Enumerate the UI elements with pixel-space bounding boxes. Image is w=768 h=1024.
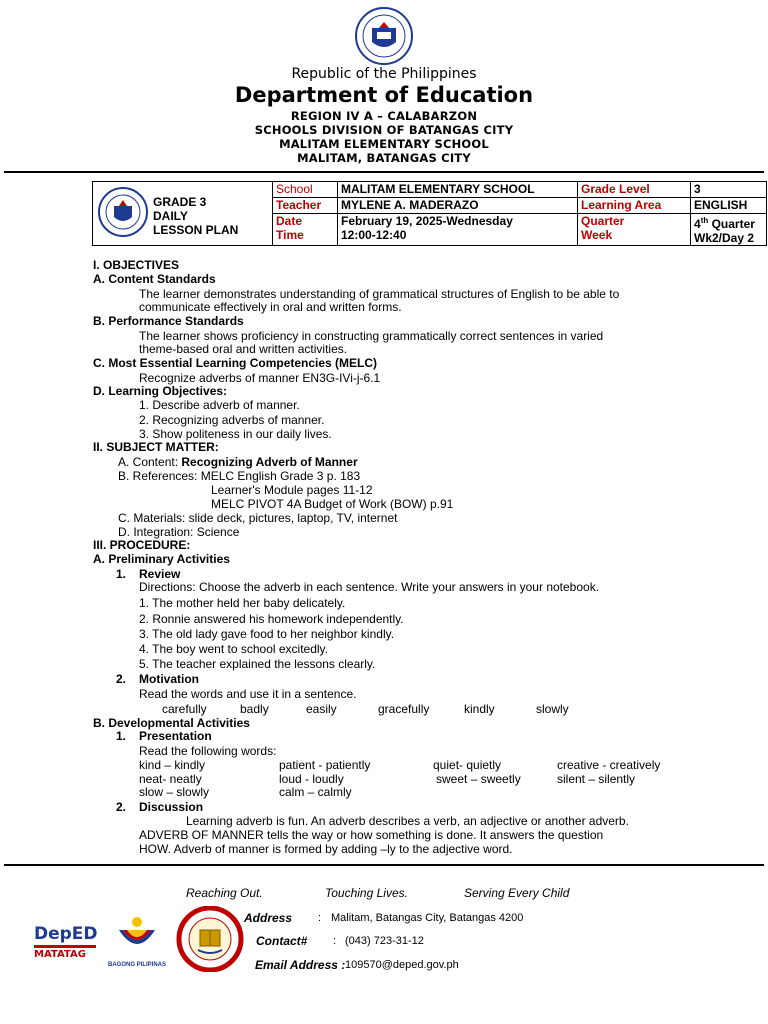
teacher-value: MYLENE A. MADERAZO	[341, 198, 479, 212]
matatag-text: MATATAG	[34, 949, 86, 960]
review-item: 1. The mother held her baby delicately.	[139, 596, 346, 610]
discussion-text-2: ADVERB OF MANNER tells the way or how something is done. It answers the question	[139, 828, 604, 842]
procedure-heading: III. PROCEDURE:	[93, 538, 191, 552]
objectives-heading: I. OBJECTIVES	[93, 258, 180, 272]
word-pair: calm – calmly	[279, 785, 352, 799]
performance-standards-text-2: theme-based oral and written activities.	[139, 342, 348, 356]
quarter-label: Quarter	[581, 214, 625, 228]
word-pair: silent – silently	[557, 772, 636, 786]
content-standards-heading: A. Content Standards	[93, 272, 216, 286]
address-colon: :	[318, 912, 322, 924]
word-pair: slow – slowly	[139, 785, 210, 799]
learning-objectives-heading: D. Learning Objectives:	[93, 384, 228, 398]
discussion-heading: Discussion	[139, 800, 204, 814]
tagline-touching-lives: Touching Lives.	[325, 886, 408, 900]
deped-seal-small-icon	[97, 186, 149, 238]
motivation-word: slowly	[536, 702, 569, 716]
malitam-school-seal-icon	[176, 906, 244, 972]
review-item: 3. The old lady gave food to her neighbor kindly.	[139, 627, 395, 641]
presentation-number: 1.	[116, 729, 127, 743]
content-standards-text-2: communicate effectively in oral and written forms.	[139, 300, 402, 314]
motivation-word: easily	[306, 702, 337, 716]
word-pair: loud - loudly	[279, 772, 344, 786]
word-pair: sweet – sweetly	[436, 772, 521, 786]
objective-item: 3. Show politeness in our daily lives.	[139, 427, 332, 441]
lesson-plan-label: LESSON PLAN	[153, 223, 239, 237]
discussion-text-3: HOW. Adverb of manner is formed by adding –ly to the adjective word.	[139, 842, 513, 856]
school-value: MALITAM ELEMENTARY SCHOOL	[341, 182, 535, 196]
review-item: 2. Ronnie answered his homework independently.	[139, 612, 404, 626]
deped-seal-icon	[339, 6, 429, 66]
grade-label: GRADE 3	[153, 195, 207, 209]
performance-standards-heading: B. Performance Standards	[93, 314, 244, 328]
motivation-number: 2.	[116, 672, 127, 686]
subject-matter-heading: II. SUBJECT MATTER:	[93, 440, 219, 454]
review-heading: Review	[139, 567, 181, 581]
quarter-value: 4th Quarter	[694, 216, 755, 231]
week-label: Week	[581, 228, 613, 242]
email-label: Email Address :	[255, 958, 346, 972]
melc-text: Recognize adverbs of manner EN3G-IVi-j-6.1	[139, 371, 381, 385]
review-directions: Directions: Choose the adverb in each sentence. Write your answers in your notebook.	[139, 580, 600, 594]
daily-label: DAILY	[153, 209, 188, 223]
materials-line: C. Materials: slide deck, pictures, laptop, TV, internet	[118, 511, 398, 525]
contact-colon: :	[333, 935, 337, 947]
melc-heading: C. Most Essential Learning Competencies (MELC)	[93, 356, 378, 370]
contact-value: (043) 723-31-12	[345, 935, 424, 947]
discussion-text-1: Learning adverb is fun. An adverb describes a verb, an adjective or another adverb.	[186, 814, 629, 828]
objective-item: 2. Recognizing adverbs of manner.	[139, 413, 325, 427]
reference-item: Learner's Module pages 11-12	[211, 483, 373, 497]
motivation-word: kindly	[464, 702, 495, 716]
address-label: Address	[244, 911, 293, 925]
learning-area-label: Learning Area	[581, 198, 662, 212]
discussion-number: 2.	[116, 800, 127, 814]
grade-level-label: Grade Level	[581, 182, 650, 196]
integration-line: D. Integration: Science	[118, 525, 240, 539]
city-heading: MALITAM, BATANGAS CITY	[297, 151, 471, 165]
performance-standards-text-1: The learner shows proficiency in constructing grammatically correct sentences in varied	[139, 329, 604, 343]
header-divider	[4, 171, 764, 173]
presentation-text: Read the following words:	[139, 744, 277, 758]
preliminary-activities-heading: A. Preliminary Activities	[93, 552, 230, 566]
footer-divider	[4, 864, 764, 866]
review-item: 5. The teacher explained the lessons clearly.	[139, 657, 376, 671]
references-line: B. References: MELC English Grade 3 p. 183	[118, 469, 361, 483]
week-value: Wk2/Day 2	[694, 231, 755, 245]
lesson-plan-info-table	[92, 181, 767, 246]
word-pair: creative - creatively	[557, 758, 661, 772]
word-pair: kind – kindly	[139, 758, 206, 772]
word-pair: neat- neatly	[139, 772, 202, 786]
word-pair: quiet- quietly	[433, 758, 502, 772]
motivation-word: gracefully	[378, 702, 430, 716]
tagline-serving-every-child: Serving Every Child	[464, 886, 570, 900]
logo-stripe	[34, 945, 96, 948]
developmental-activities-heading: B. Developmental Activities	[93, 716, 250, 730]
motivation-word: carefully	[162, 702, 207, 716]
bagong-pilipinas-text: BAGONG PILIPINAS	[107, 962, 166, 968]
motivation-word: badly	[240, 702, 269, 716]
motivation-text: Read the words and use it in a sentence.	[139, 687, 357, 701]
school-label: School	[276, 182, 313, 196]
date-value: February 19, 2025-Wednesday	[341, 214, 513, 228]
bagong-pilipinas-icon	[113, 912, 161, 958]
tagline-reaching-out: Reaching Out.	[186, 886, 263, 900]
region-heading: REGION IV A – CALABARZON	[290, 109, 478, 123]
time-label: Time	[276, 228, 304, 242]
content-standards-text-1: The learner demonstrates understanding of grammatical structures of English to be able to	[139, 287, 620, 301]
republic-heading: Republic of the Philippines	[291, 66, 477, 82]
time-value: 12:00-12:40	[341, 228, 407, 242]
department-heading: Department of Education	[234, 83, 534, 107]
grade-level-value: 3	[694, 182, 701, 196]
school-heading: MALITAM ELEMENTARY SCHOOL	[279, 137, 489, 151]
email-value: 109570@deped.gov.ph	[345, 959, 459, 971]
reference-item: MELC PIVOT 4A Budget of Work (BOW) p.91	[211, 497, 454, 511]
motivation-heading: Motivation	[139, 672, 199, 686]
address-value: Malitam, Batangas City, Batangas 4200	[331, 912, 524, 924]
word-pair: patient - patiently	[279, 758, 371, 772]
review-item: 4. The boy went to school excitedly.	[139, 642, 328, 656]
deped-matatag-logo	[34, 918, 102, 970]
review-number: 1.	[116, 567, 127, 581]
grade-title-cell	[93, 182, 273, 246]
presentation-heading: Presentation	[139, 729, 212, 743]
contact-label: Contact#	[256, 934, 308, 948]
objective-item: 1. Describe adverb of manner.	[139, 398, 300, 412]
teacher-label: Teacher	[276, 198, 322, 212]
deped-logo-text: DepED	[34, 924, 98, 944]
division-heading: SCHOOLS DIVISION OF BATANGAS CITY	[254, 123, 514, 137]
date-label: Date	[276, 214, 303, 228]
learning-area-value: ENGLISH	[694, 198, 748, 212]
bagong-pilipinas-logo	[104, 912, 170, 972]
content-line: A. Content: Recognizing Adverb of Manner	[118, 455, 358, 469]
